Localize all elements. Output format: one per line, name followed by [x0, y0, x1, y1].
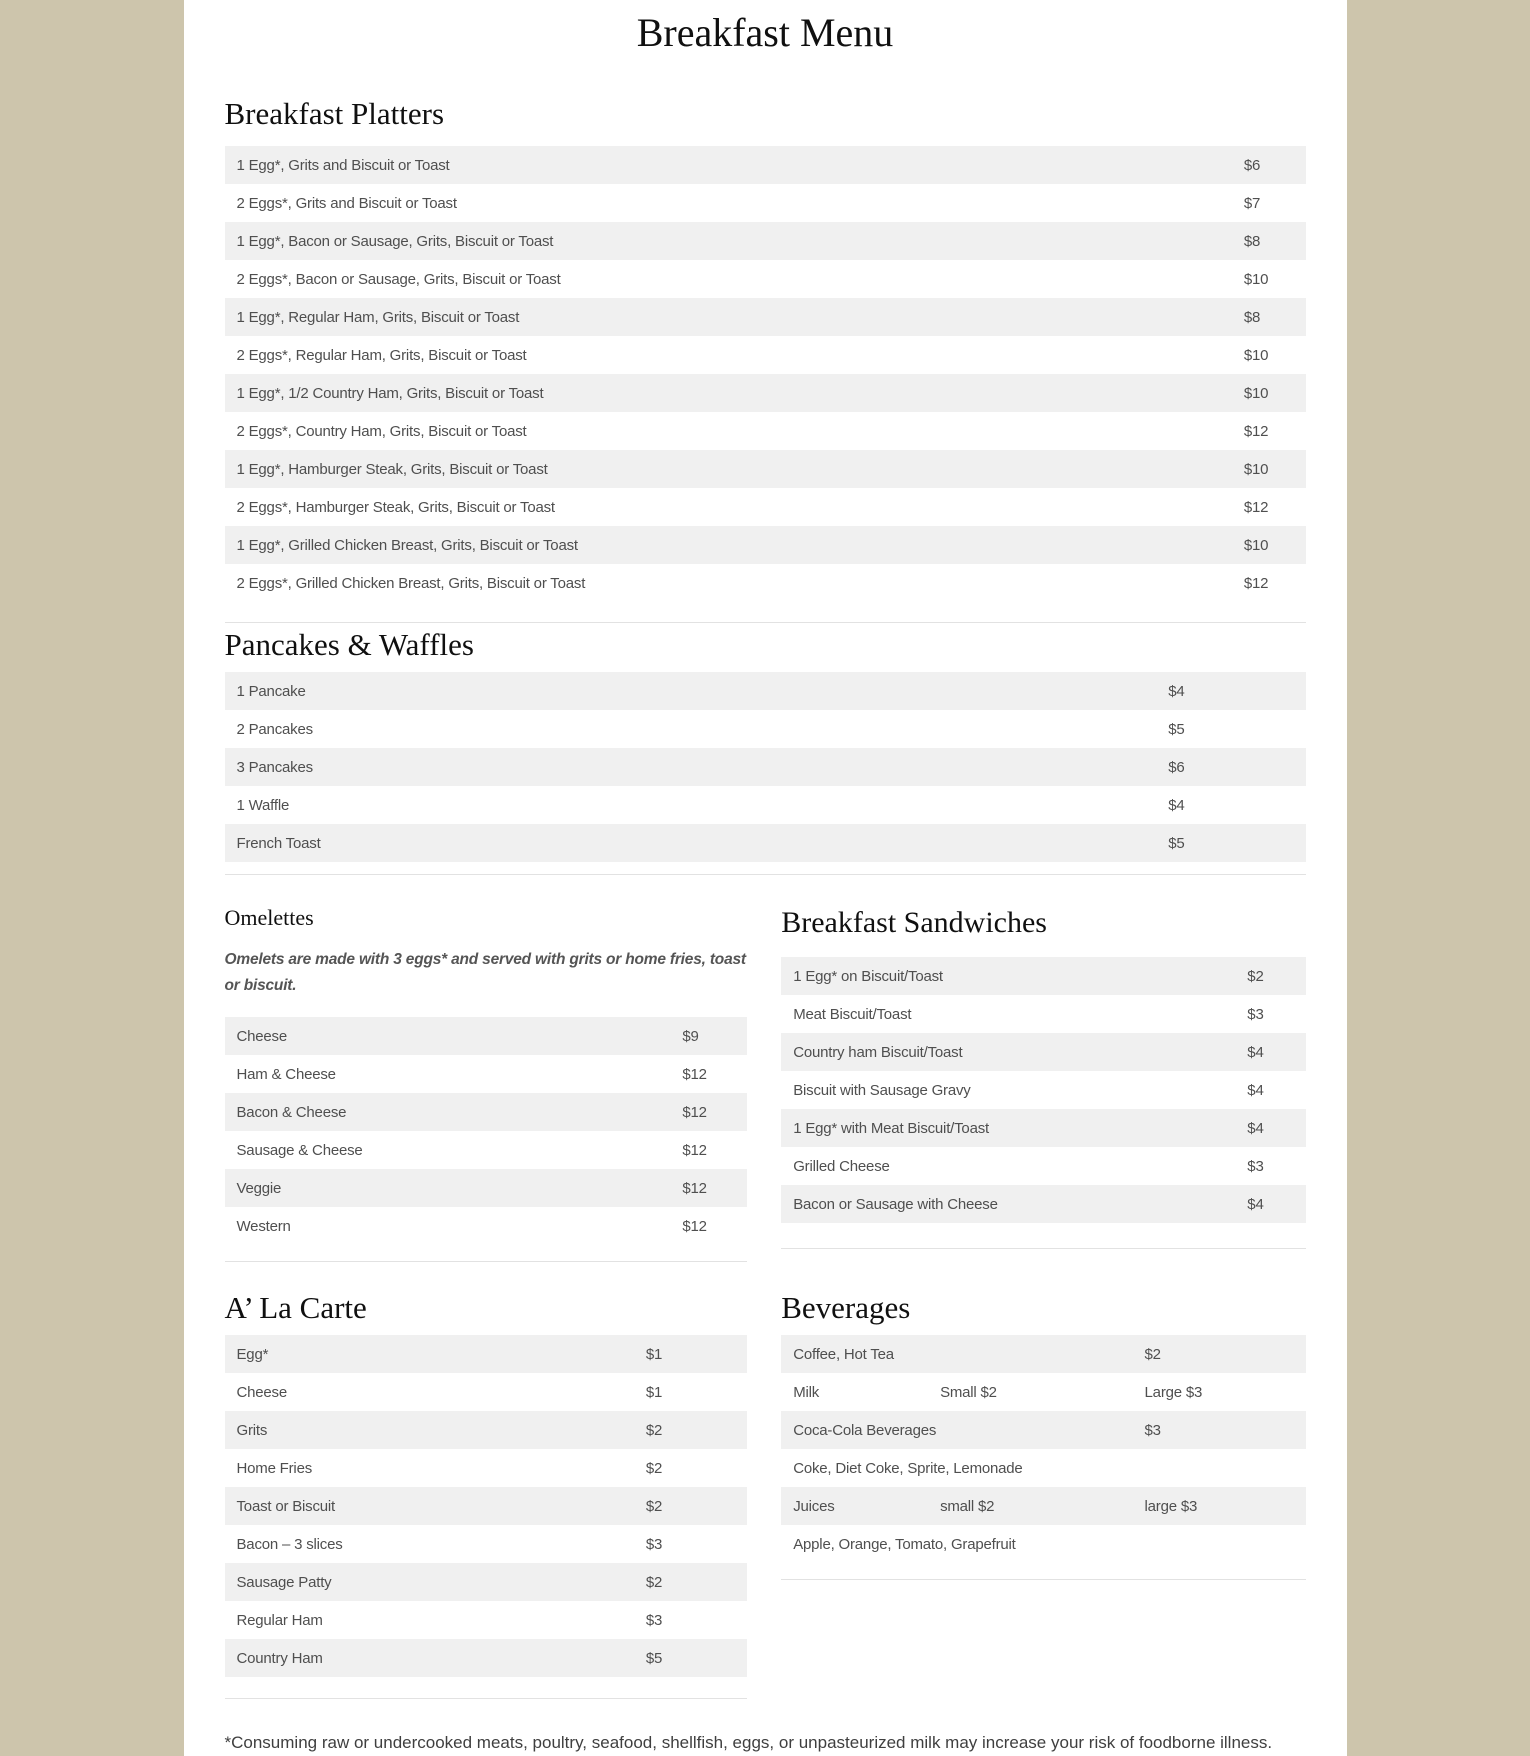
menu-item-price: $7 — [1243, 194, 1261, 212]
menu-item-price: $12 — [682, 1103, 707, 1121]
menu-item-name: French Toast — [236, 834, 321, 852]
menu-item-name: 1 Egg*, Grits and Biscuit or Toast — [236, 156, 450, 174]
menu-item-price: $2 — [645, 1421, 663, 1439]
menu-item-name: Home Fries — [236, 1459, 313, 1477]
menu-item-name: Grilled Cheese — [793, 1157, 890, 1175]
menu-item-price: $4 — [1168, 796, 1185, 814]
menu-item-row — [225, 1169, 747, 1207]
menu-item-row — [225, 1055, 747, 1093]
menu-item-price: $3 — [645, 1535, 663, 1553]
menu-item-name: Bacon – 3 slices — [236, 1535, 343, 1553]
beverage-row — [781, 1335, 1305, 1373]
menu-item-name: Country Ham — [236, 1649, 323, 1667]
pancakes-waffles-heading: Pancakes & Waffles — [224, 627, 474, 662]
menu-item-name: 2 Eggs*, Grilled Chicken Breast, Grits, Biscuit or Toast — [236, 574, 586, 592]
beverage-name: Coca-Cola Beverages — [793, 1421, 937, 1439]
section-beverages — [781, 1288, 1305, 1580]
menu-item-name: Cheese — [236, 1383, 288, 1401]
menu-item-price: $4 — [1247, 1043, 1264, 1061]
menu-item-name: 2 Eggs*, Regular Ham, Grits, Biscuit or Toast — [236, 346, 527, 364]
menu-item-name: 1 Egg*, Regular Ham, Grits, Biscuit or Toast — [236, 308, 520, 326]
breakfast-platters-heading: Breakfast Platters — [224, 96, 445, 131]
beverage-name: Coke, Diet Coke, Sprite, Lemonade — [793, 1459, 1023, 1477]
menu-item-row — [225, 336, 1306, 374]
menu-item-price: $5 — [645, 1649, 663, 1667]
a-la-carte-table — [225, 1335, 747, 1699]
menu-item-name: 2 Eggs*, Hamburger Steak, Grits, Biscuit or Toast — [236, 498, 555, 516]
menu-item-price: $8 — [1243, 308, 1261, 326]
breakfast-platters-table — [225, 146, 1306, 623]
menu-item-name: 1 Egg*, Grilled Chicken Breast, Grits, Biscuit or Toast — [236, 536, 578, 554]
beverage-row — [781, 1525, 1305, 1563]
beverage-row — [781, 1373, 1305, 1411]
menu-item-name: 2 Eggs*, Grits and Biscuit or Toast — [236, 194, 457, 212]
menu-item-price: $2 — [645, 1497, 663, 1515]
menu-item-price: $12 — [1243, 422, 1269, 440]
menu-item-row — [781, 1147, 1305, 1185]
menu-item-price: $12 — [682, 1217, 707, 1235]
omelettes-sandwiches-columns — [225, 903, 1306, 1262]
menu-item-price: $12 — [682, 1179, 707, 1197]
menu-item-price: $6 — [1168, 758, 1185, 776]
menu-item-row — [225, 1411, 747, 1449]
menu-item-price: $6 — [1243, 156, 1261, 174]
menu-item-price: $4 — [1168, 682, 1185, 700]
menu-item-row — [225, 1601, 747, 1639]
a-la-carte-heading: A’ La Carte — [224, 1290, 367, 1325]
page-title: Breakfast Menu — [636, 10, 894, 55]
menu-item-row — [225, 1093, 747, 1131]
menu-item-price: $3 — [1247, 1005, 1264, 1023]
menu-item-name: Biscuit with Sausage Gravy — [793, 1081, 971, 1099]
menu-item-name: 2 Pancakes — [236, 720, 313, 738]
beverage-large-price: large $3 — [1144, 1497, 1198, 1515]
section-breakfast-sandwiches — [781, 903, 1305, 1249]
menu-item-row — [225, 748, 1306, 786]
omelettes-table — [225, 1017, 747, 1262]
consumption-disclaimer: *Consuming raw or undercooked meats, poultry, seafood, shellfish, eggs, or unpasteurized milk may increase your risk of foodborne illness. — [224, 1733, 1273, 1752]
menu-item-row — [225, 374, 1306, 412]
menu-item-price: $3 — [1247, 1157, 1264, 1175]
menu-item-row — [781, 1185, 1305, 1223]
beverages-heading: Beverages — [781, 1290, 911, 1325]
beverage-name: Apple, Orange, Tomato, Grapefruit — [793, 1535, 1016, 1553]
menu-item-name: 1 Egg*, Bacon or Sausage, Grits, Biscuit or Toast — [236, 232, 554, 250]
menu-item-price: $1 — [645, 1383, 663, 1401]
beverage-small-price: Small $2 — [940, 1383, 997, 1401]
menu-item-row — [225, 184, 1306, 222]
menu-item-row — [225, 526, 1306, 564]
menu-item-price: $2 — [645, 1459, 663, 1477]
menu-item-price: $10 — [1243, 346, 1269, 364]
menu-item-price: $3 — [645, 1611, 663, 1629]
menu-item-price: $4 — [1247, 1119, 1264, 1137]
menu-item-row — [225, 824, 1306, 862]
menu-item-row — [225, 146, 1306, 184]
menu-item-row — [225, 298, 1306, 336]
beverage-name: Juices — [793, 1497, 835, 1515]
menu-item-row — [225, 1449, 747, 1487]
beverage-row — [781, 1487, 1305, 1525]
menu-item-row — [225, 672, 1306, 710]
menu-item-name: Sausage & Cheese — [236, 1141, 363, 1159]
menu-item-price: $4 — [1247, 1081, 1264, 1099]
menu-item-row — [225, 1207, 747, 1245]
menu-item-row — [225, 1487, 747, 1525]
menu-item-name: 1 Pancake — [236, 682, 306, 700]
menu-item-row — [225, 1017, 747, 1055]
menu-item-row — [225, 1525, 747, 1563]
menu-item-name: Bacon & Cheese — [236, 1103, 347, 1121]
menu-item-row — [781, 1033, 1305, 1071]
beverage-row — [781, 1411, 1305, 1449]
menu-item-price: $10 — [1243, 460, 1269, 478]
menu-item-row — [225, 450, 1306, 488]
menu-item-row — [781, 957, 1305, 995]
omelettes-note: Omelets are made with 3 eggs* and served with grits or home fries, toast or biscuit. — [224, 951, 746, 994]
beverage-large-price: Large $3 — [1144, 1383, 1203, 1401]
menu-item-row — [781, 1109, 1305, 1147]
pancakes-waffles-table — [225, 672, 1306, 875]
menu-item-name: Western — [236, 1217, 291, 1235]
menu-page — [184, 0, 1347, 1756]
menu-item-name: 1 Egg* on Biscuit/Toast — [793, 967, 943, 985]
section-omelettes — [225, 903, 747, 1262]
section-breakfast-platters — [225, 94, 1306, 623]
menu-item-name: 2 Eggs*, Country Ham, Grits, Biscuit or Toast — [236, 422, 527, 440]
menu-item-name: 1 Waffle — [236, 796, 290, 814]
alacarte-beverages-columns — [225, 1288, 1306, 1699]
menu-item-name: Country ham Biscuit/Toast — [793, 1043, 963, 1061]
menu-item-name: Sausage Patty — [236, 1573, 332, 1591]
menu-item-name: 1 Egg*, 1/2 Country Ham, Grits, Biscuit or Toast — [236, 384, 544, 402]
menu-item-price: $5 — [1168, 720, 1185, 738]
menu-item-name: Toast or Biscuit — [236, 1497, 336, 1515]
menu-item-row — [225, 222, 1306, 260]
menu-item-price: $8 — [1243, 232, 1261, 250]
menu-item-row — [225, 1639, 747, 1677]
menu-item-name: Meat Biscuit/Toast — [793, 1005, 912, 1023]
menu-item-row — [225, 1131, 747, 1169]
menu-item-row — [225, 710, 1306, 748]
menu-item-name: Egg* — [236, 1345, 269, 1363]
menu-item-name: Cheese — [236, 1027, 288, 1045]
menu-item-price: $2 — [645, 1573, 663, 1591]
menu-item-price: $12 — [1243, 498, 1269, 516]
omelettes-heading: Omelettes — [224, 905, 314, 930]
menu-item-price: $10 — [1243, 536, 1269, 554]
beverage-large-price: $3 — [1144, 1421, 1161, 1439]
menu-item-name: Regular Ham — [236, 1611, 323, 1629]
breakfast-sandwiches-table — [781, 957, 1305, 1249]
menu-item-price: $4 — [1247, 1195, 1264, 1213]
section-pancakes-waffles — [225, 625, 1306, 875]
menu-item-name: 1 Egg*, Hamburger Steak, Grits, Biscuit or Toast — [236, 460, 548, 478]
menu-item-price: $10 — [1243, 384, 1269, 402]
beverage-small-price: small $2 — [940, 1497, 995, 1515]
beverages-table — [781, 1335, 1305, 1580]
menu-item-price: $12 — [682, 1065, 707, 1083]
menu-item-row — [225, 412, 1306, 450]
menu-item-price: $2 — [1247, 967, 1264, 985]
beverage-name: Milk — [793, 1383, 820, 1401]
menu-item-row — [225, 260, 1306, 298]
menu-item-row — [225, 1563, 747, 1601]
beverage-large-price: $2 — [1144, 1345, 1161, 1363]
menu-item-row — [225, 1335, 747, 1373]
menu-item-name: Grits — [236, 1421, 268, 1439]
beverage-row — [781, 1449, 1305, 1487]
menu-item-name: 3 Pancakes — [236, 758, 313, 776]
menu-item-price: $12 — [1243, 574, 1269, 592]
menu-item-price: $10 — [1243, 270, 1269, 288]
menu-item-row — [225, 1373, 747, 1411]
menu-item-price: $9 — [682, 1027, 699, 1045]
menu-item-row — [225, 488, 1306, 526]
menu-item-price: $12 — [682, 1141, 707, 1159]
menu-item-name: 1 Egg* with Meat Biscuit/Toast — [793, 1119, 989, 1137]
menu-item-price: $5 — [1168, 834, 1185, 852]
breakfast-sandwiches-heading: Breakfast Sandwiches — [781, 906, 1047, 939]
section-a-la-carte — [225, 1288, 747, 1699]
menu-item-row — [225, 564, 1306, 602]
menu-item-name: Bacon or Sausage with Cheese — [793, 1195, 998, 1213]
menu-item-row — [225, 786, 1306, 824]
menu-item-row — [781, 1071, 1305, 1109]
menu-item-name: 2 Eggs*, Bacon or Sausage, Grits, Biscuit or Toast — [236, 270, 561, 288]
menu-item-price: $1 — [645, 1345, 663, 1363]
menu-item-row — [781, 995, 1305, 1033]
beverage-name: Coffee, Hot Tea — [793, 1345, 894, 1363]
menu-item-name: Veggie — [236, 1179, 282, 1197]
menu-item-name: Ham & Cheese — [236, 1065, 336, 1083]
